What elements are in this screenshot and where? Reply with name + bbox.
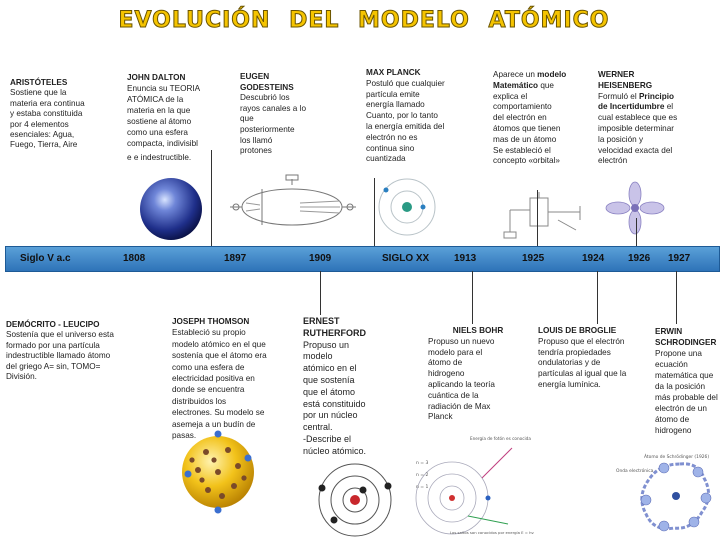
bohr-level-2: n = 2 [416,473,429,478]
text-line: átomo de [655,415,690,424]
connector-line [320,271,321,315]
rutherford-name: ERNEST [303,316,340,326]
text-line: ondulatorias y de [538,358,601,368]
text-line: la posición y [598,134,644,144]
text-line: por 4 elementos [10,119,69,129]
text-line: electrones. Su modelo se [172,408,265,418]
text-line: Se estableció el [493,145,551,155]
text-line: Enuncia su TEORIA [127,84,201,93]
text-line: ecuación [655,360,688,369]
broglie-name: LOUIS DE BROGLIE [538,326,617,335]
text-line: Cuanto, por lo tanto [366,111,438,121]
text-line: Planck [428,412,453,422]
bohr-block [428,326,528,423]
connector-line [676,271,677,324]
text-line: Sostiene que la [10,88,67,98]
text-line: cuántica de la [428,390,479,400]
bohr-jump-label: Los saltos son conocidos por energía E = hν [450,530,534,535]
schrodinger-atom-image [614,452,722,538]
text-line: atómico en el [303,363,357,374]
text-line: y estaba constituida [10,109,83,119]
text-line: los llamó [240,135,273,145]
godesteins-name-2: GODESTEINS [240,82,294,92]
mathematical-model-block [493,70,593,167]
schrodinger-figure-title: Átomo de Schrödinger (1926) [644,455,710,460]
timeline-label-1909: 1909 [309,253,332,264]
democrito-name: DEMÓCRITO - LEUCIPO [6,320,100,329]
page-title: EVOLUCIÓN DEL MODELO ATÓMICO [118,8,610,33]
aristoteles-block [10,78,120,151]
rutherford-name-2: RUTHERFORD [303,327,366,338]
text-line: modelo atómico en el que [172,339,266,349]
text-line: átomos que tienen [493,123,561,133]
schrodinger-block [655,326,725,436]
text-line: velocidad exacta del [598,145,673,155]
godesteins-block [240,72,335,157]
text-line: rayos canales a lo [240,103,306,113]
bohr-atom-image [412,434,534,538]
text-line: concepto «orbital» [493,156,560,166]
bohr-name: NIELS BOHR [452,326,504,335]
text-line: Propone una [655,349,702,358]
text-line: sostiene al átomo [127,117,192,126]
canal-rays-tube-image [222,175,362,237]
connector-line [636,218,637,246]
connector-line [472,271,473,324]
text-line: que sostenía [303,374,355,385]
text-line: aplicando la teoría [428,379,495,389]
text-line: partícula emite [366,89,420,99]
text-line: Estableció su propio [172,328,246,338]
text-line: sostenía que el átomo era [172,351,267,361]
text-line: distribuidos los [172,396,227,406]
planck-name: MAX PLANCK [366,68,421,77]
text-line: cual establece que es [598,113,678,123]
text-line: e e indestructible. [127,153,192,162]
heisenberg-block [598,70,706,167]
schrodinger-name-2: SCHRODINGER [655,338,717,347]
text-line: formado por una partícula [6,340,100,350]
rutherford-atom-image [300,462,410,538]
text-line: central. [303,422,333,433]
connector-line [374,178,375,246]
text-line: electrón [598,156,628,166]
text-line: da la posición [655,382,706,391]
thomson-name: JOSEPH THOMSON [172,317,250,326]
aristoteles-name: ARISTÓTELES [10,78,68,87]
text-line: Postuló que cualquier [366,78,445,88]
text-line: energía llamado [366,100,425,110]
text-line: modelo [303,351,333,362]
text-line: del griego A= sin, TOMO= [6,361,101,371]
dalton-sphere-image [138,176,204,242]
text-line: Fuego, Tierra, Aire [10,140,78,150]
timeline-label-siglo-v: Siglo V a.c [20,253,71,264]
bohr-energy-label: Energía de fotón es conocida [470,436,531,441]
timeline-label-1925: 1925 [522,253,545,264]
timeline-label-1924: 1924 [582,253,605,264]
text-line: que el átomo [303,386,356,397]
text-line: hidrogeno [655,426,692,435]
heisenberg-orbitals-image [604,178,666,238]
text-line: mas de un átomo [493,134,557,144]
text-line: materia en la que [127,106,191,115]
text-line: comportamiento [493,102,552,112]
text-line: partículas al igual que la [538,369,627,379]
text-line: Aparece un modelo [493,70,567,79]
broglie-block [538,326,650,391]
timeline-label-1913: 1913 [454,253,477,264]
bohr-level-3: n = 3 [416,461,429,466]
text-line: como una esfera de [172,362,245,372]
thomson-pudding-image [176,430,260,514]
text-line: Matemático que [493,80,554,90]
text-line: tendría propiedades [538,347,611,357]
connector-line [537,190,538,246]
text-line: del electrón en [493,113,547,123]
text-line: electricidad positiva en [172,374,255,384]
text-line: átomo de [428,358,463,368]
planck-atom-image [376,176,438,238]
text-line: compacta, indivisibl [127,139,198,148]
text-line: electrón no es [366,132,418,142]
text-line: más probable del [655,393,718,402]
schrodinger-name: ERWIN [655,327,683,336]
democrito-block [6,320,124,382]
text-line: energía lumínica. [538,379,601,389]
text-line: núcleo atómico. [303,445,367,456]
text-line: -Describe el [303,433,352,444]
timeline-label-1897: 1897 [224,253,247,264]
text-line: de Incertidumbre el [598,102,674,112]
timeline-label-1926: 1926 [628,253,651,264]
text-line: Descubrió los [240,93,290,103]
dalton-name: JOHN DALTON [127,73,186,82]
text-line: explica el [493,91,528,101]
timeline-bar [5,246,720,272]
text-line: radiación de Max [428,401,491,411]
text-line: matemática que [655,371,714,380]
text-line: asemeja a un budín de [172,419,256,429]
text-line: Propuso un [303,339,350,350]
text-line: pasas. [172,431,197,441]
timeline-label-siglo-xx: SIGLO XX [382,253,430,264]
text-line: indestructible llamado átomo [6,351,111,361]
text-line: la energía emitida del [366,121,445,131]
text-line: ATÓMICA de la [127,95,184,104]
text-line: imposible determinar [598,123,674,133]
connector-line [597,271,598,324]
text-line: cuantizada [366,154,406,164]
text-line: como una esfera [127,128,188,137]
godesteins-name: EUGEN [240,72,270,81]
schrodinger-wave-label: Onda electrónica [616,469,654,474]
text-line: hidrogeno [428,369,465,379]
text-line: Propuso un nuevo [428,336,495,346]
text-line: protones [240,146,272,156]
text-line: está constituido [303,398,366,409]
text-line: continua sino [366,143,415,153]
timeline-label-1808: 1808 [123,253,146,264]
text-line: División. [6,372,37,382]
orbital-model-image [500,190,590,240]
heisenberg-name-2: HEISENBERG [598,80,653,90]
thomson-block [172,316,284,441]
text-line: Sostenía que el universo esta [6,330,114,340]
rutherford-block [303,316,395,458]
text-line: donde se encuentra [172,385,245,395]
text-line: por un núcleo [303,410,358,421]
dalton-block [127,72,219,163]
text-line: Propuso que el electrón [538,336,625,346]
text-line: posteriormente [240,124,295,134]
planck-block [366,68,466,165]
timeline-label-1927: 1927 [668,253,691,264]
text-line: materia era continua [10,98,85,108]
text-line: esenciales: Agua, [10,130,75,140]
text-line: modelo para el [428,347,483,357]
heisenberg-name: WERNER [598,70,635,79]
text-line: electrón de un [655,404,707,413]
bohr-level-1: n = 1 [416,485,429,490]
connector-line [211,150,212,246]
text-line: que [240,114,254,124]
text-line: Formuló el Principio [598,91,674,101]
